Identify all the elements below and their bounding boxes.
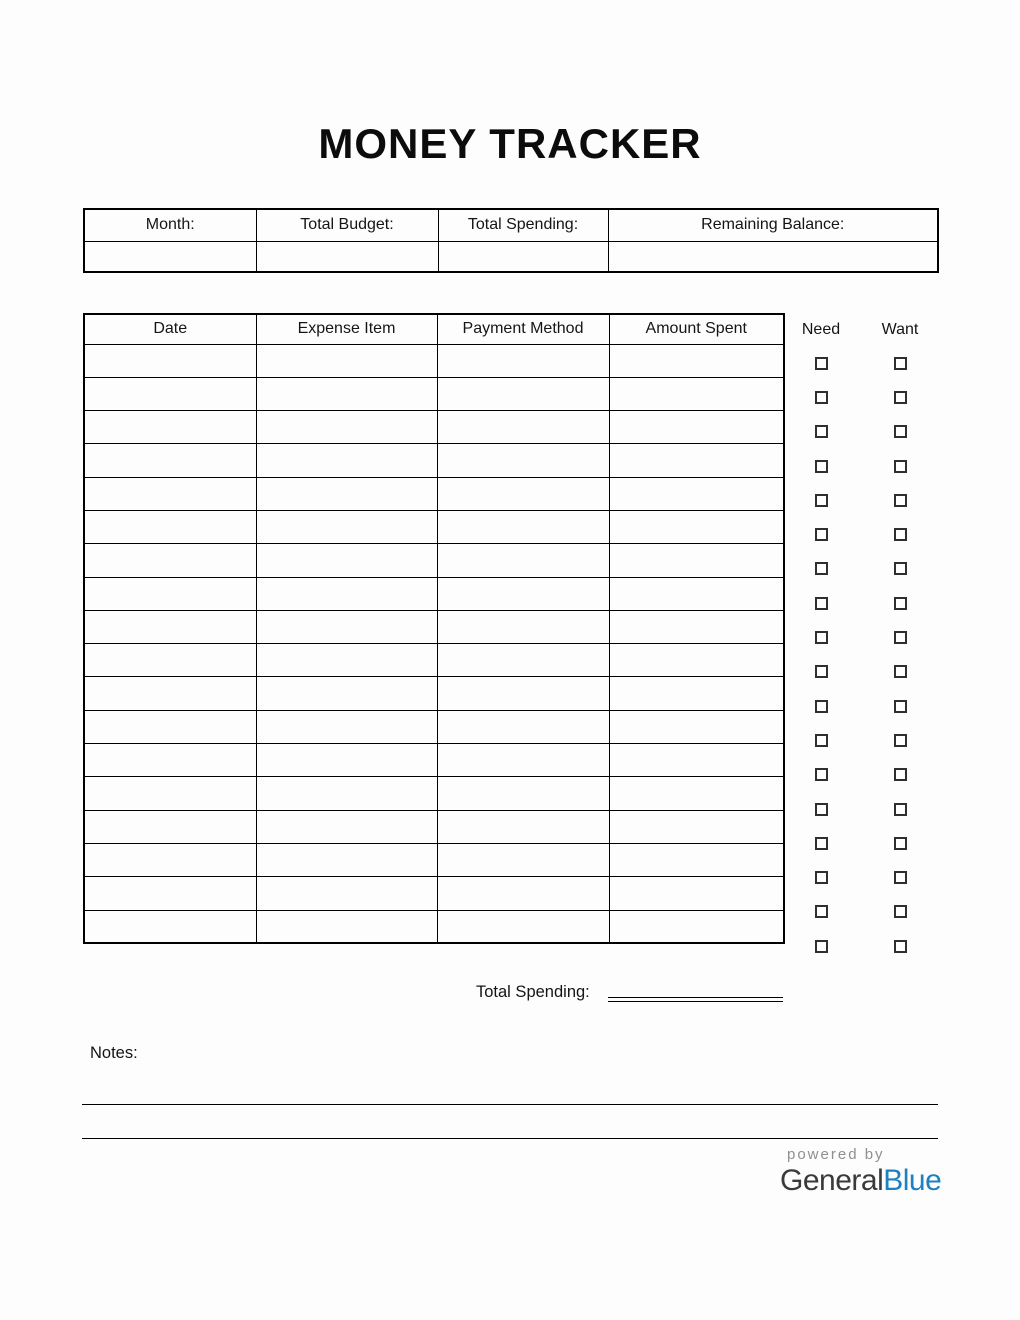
need-checkbox[interactable] [815, 528, 828, 541]
cell-payment-method[interactable] [437, 344, 609, 377]
need-checkbox[interactable] [815, 940, 828, 953]
expense-row [84, 411, 784, 444]
need-checkbox-cell [798, 449, 844, 483]
want-checkbox[interactable] [894, 768, 907, 781]
want-checkbox[interactable] [894, 905, 907, 918]
expense-row [84, 777, 784, 810]
want-checkbox-cell [877, 689, 923, 723]
want-checkbox[interactable] [894, 631, 907, 644]
want-checkbox-cell [877, 895, 923, 929]
cell-expense-item[interactable] [256, 843, 437, 876]
cell-expense-item[interactable] [256, 810, 437, 843]
want-checkbox-cell [877, 346, 923, 380]
want-checkbox[interactable] [894, 528, 907, 541]
expense-row [84, 677, 784, 710]
cell-expense-item[interactable] [256, 710, 437, 743]
cell-expense-item[interactable] [256, 910, 437, 943]
cell-payment-method[interactable] [437, 610, 609, 643]
summary-header-total-spending: Total Spending: [438, 209, 608, 241]
want-checkbox-cell [877, 415, 923, 449]
want-checkbox[interactable] [894, 871, 907, 884]
cell-date[interactable] [84, 444, 256, 477]
want-checkbox[interactable] [894, 357, 907, 370]
expense-header-amount-spent: Amount Spent [609, 314, 784, 344]
want-checkbox-cell [877, 380, 923, 414]
cell-date[interactable] [84, 677, 256, 710]
cell-amount-spent[interactable] [609, 810, 784, 843]
summary-value-row [84, 241, 938, 272]
cell-expense-item[interactable] [256, 344, 437, 377]
cell-payment-method[interactable] [437, 677, 609, 710]
want-checkbox[interactable] [894, 665, 907, 678]
cell-amount-spent[interactable] [609, 777, 784, 810]
cell-expense-item[interactable] [256, 777, 437, 810]
cell-expense-item[interactable] [256, 610, 437, 643]
cell-date[interactable] [84, 710, 256, 743]
cell-date[interactable] [84, 644, 256, 677]
expense-row [84, 644, 784, 677]
notes-label: Notes: [90, 1044, 138, 1062]
summary-value-remaining-balance[interactable] [608, 241, 938, 272]
cell-amount-spent[interactable] [609, 377, 784, 410]
cell-amount-spent[interactable] [609, 577, 784, 610]
cell-expense-item[interactable] [256, 877, 437, 910]
want-checkbox-cell [877, 929, 923, 963]
need-checkbox[interactable] [815, 562, 828, 575]
need-checkbox-cell [798, 929, 844, 963]
need-checkbox[interactable] [815, 631, 828, 644]
want-checkbox-cell [877, 826, 923, 860]
cell-amount-spent[interactable] [609, 644, 784, 677]
need-checkbox-cell [798, 826, 844, 860]
cell-payment-method[interactable] [437, 477, 609, 510]
cell-amount-spent[interactable] [609, 444, 784, 477]
need-checkbox[interactable] [815, 665, 828, 678]
want-checkbox[interactable] [894, 734, 907, 747]
cell-expense-item[interactable] [256, 577, 437, 610]
expense-row [84, 843, 784, 876]
cell-date[interactable] [84, 411, 256, 444]
expense-row [84, 377, 784, 410]
want-column-cells [877, 346, 923, 963]
need-checkbox-cell [798, 415, 844, 449]
expense-header-payment-method: Payment Method [437, 314, 609, 344]
need-checkbox[interactable] [815, 494, 828, 507]
cell-expense-item[interactable] [256, 444, 437, 477]
brand-general: General [780, 1164, 884, 1197]
cell-date[interactable] [84, 877, 256, 910]
cell-payment-method[interactable] [437, 910, 609, 943]
need-checkbox[interactable] [815, 460, 828, 473]
expense-table [83, 313, 785, 944]
want-checkbox-cell [877, 758, 923, 792]
cell-expense-item[interactable] [256, 744, 437, 777]
need-checkbox[interactable] [815, 734, 828, 747]
cell-payment-method[interactable] [437, 843, 609, 876]
expense-row [84, 544, 784, 577]
expense-row [84, 877, 784, 910]
brand-logo-text [780, 1166, 941, 1196]
cell-date[interactable] [84, 810, 256, 843]
want-checkbox[interactable] [894, 494, 907, 507]
cell-expense-item[interactable] [256, 377, 437, 410]
notes-line[interactable] [82, 1104, 938, 1105]
cell-expense-item[interactable] [256, 677, 437, 710]
summary-value-month[interactable] [84, 241, 256, 272]
summary-value-total-budget[interactable] [256, 241, 438, 272]
cell-amount-spent[interactable] [609, 677, 784, 710]
want-checkbox[interactable] [894, 803, 907, 816]
need-checkbox-cell [798, 723, 844, 757]
need-checkbox-cell [798, 620, 844, 654]
cell-amount-spent[interactable] [609, 610, 784, 643]
want-checkbox[interactable] [894, 940, 907, 953]
cell-payment-method[interactable] [437, 444, 609, 477]
want-checkbox-cell [877, 586, 923, 620]
cell-expense-item[interactable] [256, 510, 437, 543]
cell-payment-method[interactable] [437, 644, 609, 677]
want-checkbox-cell [877, 620, 923, 654]
need-checkbox[interactable] [815, 391, 828, 404]
expense-row [84, 744, 784, 777]
want-checkbox[interactable] [894, 425, 907, 438]
want-checkbox-cell [877, 723, 923, 757]
need-checkbox-cell [798, 792, 844, 826]
need-column-cells [798, 346, 844, 963]
summary-header-row [84, 209, 938, 241]
need-checkbox[interactable] [815, 905, 828, 918]
cell-payment-method[interactable] [437, 544, 609, 577]
summary-header-total-budget: Total Budget: [256, 209, 438, 241]
expense-header-date: Date [84, 314, 256, 344]
want-checkbox-cell [877, 655, 923, 689]
cell-payment-method[interactable] [437, 510, 609, 543]
cell-amount-spent[interactable] [609, 510, 784, 543]
cell-amount-spent[interactable] [609, 843, 784, 876]
expense-header-item: Expense Item [256, 314, 437, 344]
cell-date[interactable] [84, 510, 256, 543]
need-checkbox[interactable] [815, 700, 828, 713]
need-checkbox[interactable] [815, 425, 828, 438]
want-checkbox-cell [877, 483, 923, 517]
want-checkbox[interactable] [894, 837, 907, 850]
need-checkbox-cell [798, 655, 844, 689]
cell-payment-method[interactable] [437, 777, 609, 810]
need-checkbox-cell [798, 483, 844, 517]
cell-amount-spent[interactable] [609, 710, 784, 743]
cell-expense-item[interactable] [256, 411, 437, 444]
cell-expense-item[interactable] [256, 477, 437, 510]
summary-header-month: Month: [84, 209, 256, 241]
want-checkbox-cell [877, 552, 923, 586]
total-spending-label: Total Spending: [476, 983, 590, 1001]
need-checkbox-cell [798, 860, 844, 894]
need-checkbox[interactable] [815, 357, 828, 370]
want-checkbox[interactable] [894, 391, 907, 404]
cell-payment-method[interactable] [437, 710, 609, 743]
need-checkbox-cell [798, 895, 844, 929]
cell-amount-spent[interactable] [609, 411, 784, 444]
cell-expense-item[interactable] [256, 644, 437, 677]
need-checkbox[interactable] [815, 871, 828, 884]
cell-payment-method[interactable] [437, 577, 609, 610]
want-checkbox[interactable] [894, 597, 907, 610]
expense-row [84, 577, 784, 610]
cell-payment-method[interactable] [437, 377, 609, 410]
expense-row [84, 510, 784, 543]
need-checkbox[interactable] [815, 597, 828, 610]
page-title: MONEY TRACKER [318, 120, 702, 167]
cell-date[interactable] [84, 377, 256, 410]
want-checkbox[interactable] [894, 700, 907, 713]
cell-amount-spent[interactable] [609, 877, 784, 910]
expense-row [84, 710, 784, 743]
need-column [798, 313, 844, 963]
cell-payment-method[interactable] [437, 744, 609, 777]
need-checkbox-cell [798, 689, 844, 723]
cell-date[interactable] [84, 344, 256, 377]
expense-row [84, 910, 784, 943]
need-checkbox-cell [798, 380, 844, 414]
summary-value-total-spending[interactable] [438, 241, 608, 272]
cell-payment-method[interactable] [437, 810, 609, 843]
cell-date[interactable] [84, 910, 256, 943]
need-checkbox-cell [798, 586, 844, 620]
summary-header-remaining-balance: Remaining Balance: [608, 209, 938, 241]
footer-brand [780, 1147, 941, 1196]
cell-amount-spent[interactable] [609, 910, 784, 943]
expense-row [84, 477, 784, 510]
cell-amount-spent[interactable] [609, 344, 784, 377]
need-column-label: Need [801, 320, 841, 338]
expense-table-body [84, 344, 784, 943]
cell-date[interactable] [84, 577, 256, 610]
want-column-label: Want [881, 320, 919, 338]
want-checkbox-cell [877, 792, 923, 826]
want-checkbox[interactable] [894, 460, 907, 473]
cell-date[interactable] [84, 544, 256, 577]
cell-date[interactable] [84, 610, 256, 643]
cell-expense-item[interactable] [256, 544, 437, 577]
expense-row [84, 444, 784, 477]
need-checkbox[interactable] [815, 768, 828, 781]
cell-amount-spent[interactable] [609, 544, 784, 577]
expense-header-row [84, 314, 784, 344]
expense-row [84, 344, 784, 377]
need-checkbox-cell [798, 346, 844, 380]
brand-blue: Blue [883, 1164, 942, 1197]
cell-date[interactable] [84, 744, 256, 777]
cell-payment-method[interactable] [437, 411, 609, 444]
want-checkbox-cell [877, 860, 923, 894]
cell-amount-spent[interactable] [609, 477, 784, 510]
want-checkbox[interactable] [894, 562, 907, 575]
cell-date[interactable] [84, 843, 256, 876]
cell-date[interactable] [84, 477, 256, 510]
cell-amount-spent[interactable] [609, 744, 784, 777]
need-checkbox[interactable] [815, 803, 828, 816]
summary-table [83, 208, 939, 273]
want-column [877, 313, 923, 963]
total-spending-underline [608, 997, 783, 1002]
need-checkbox-cell [798, 552, 844, 586]
notes-line[interactable] [82, 1138, 938, 1139]
need-checkbox-cell [798, 758, 844, 792]
need-checkbox-cell [798, 517, 844, 551]
want-checkbox-cell [877, 449, 923, 483]
cell-payment-method[interactable] [437, 877, 609, 910]
need-checkbox[interactable] [815, 837, 828, 850]
powered-by-text: powered by [787, 1146, 885, 1163]
want-checkbox-cell [877, 517, 923, 551]
expense-row [84, 610, 784, 643]
expense-row [84, 810, 784, 843]
cell-date[interactable] [84, 777, 256, 810]
